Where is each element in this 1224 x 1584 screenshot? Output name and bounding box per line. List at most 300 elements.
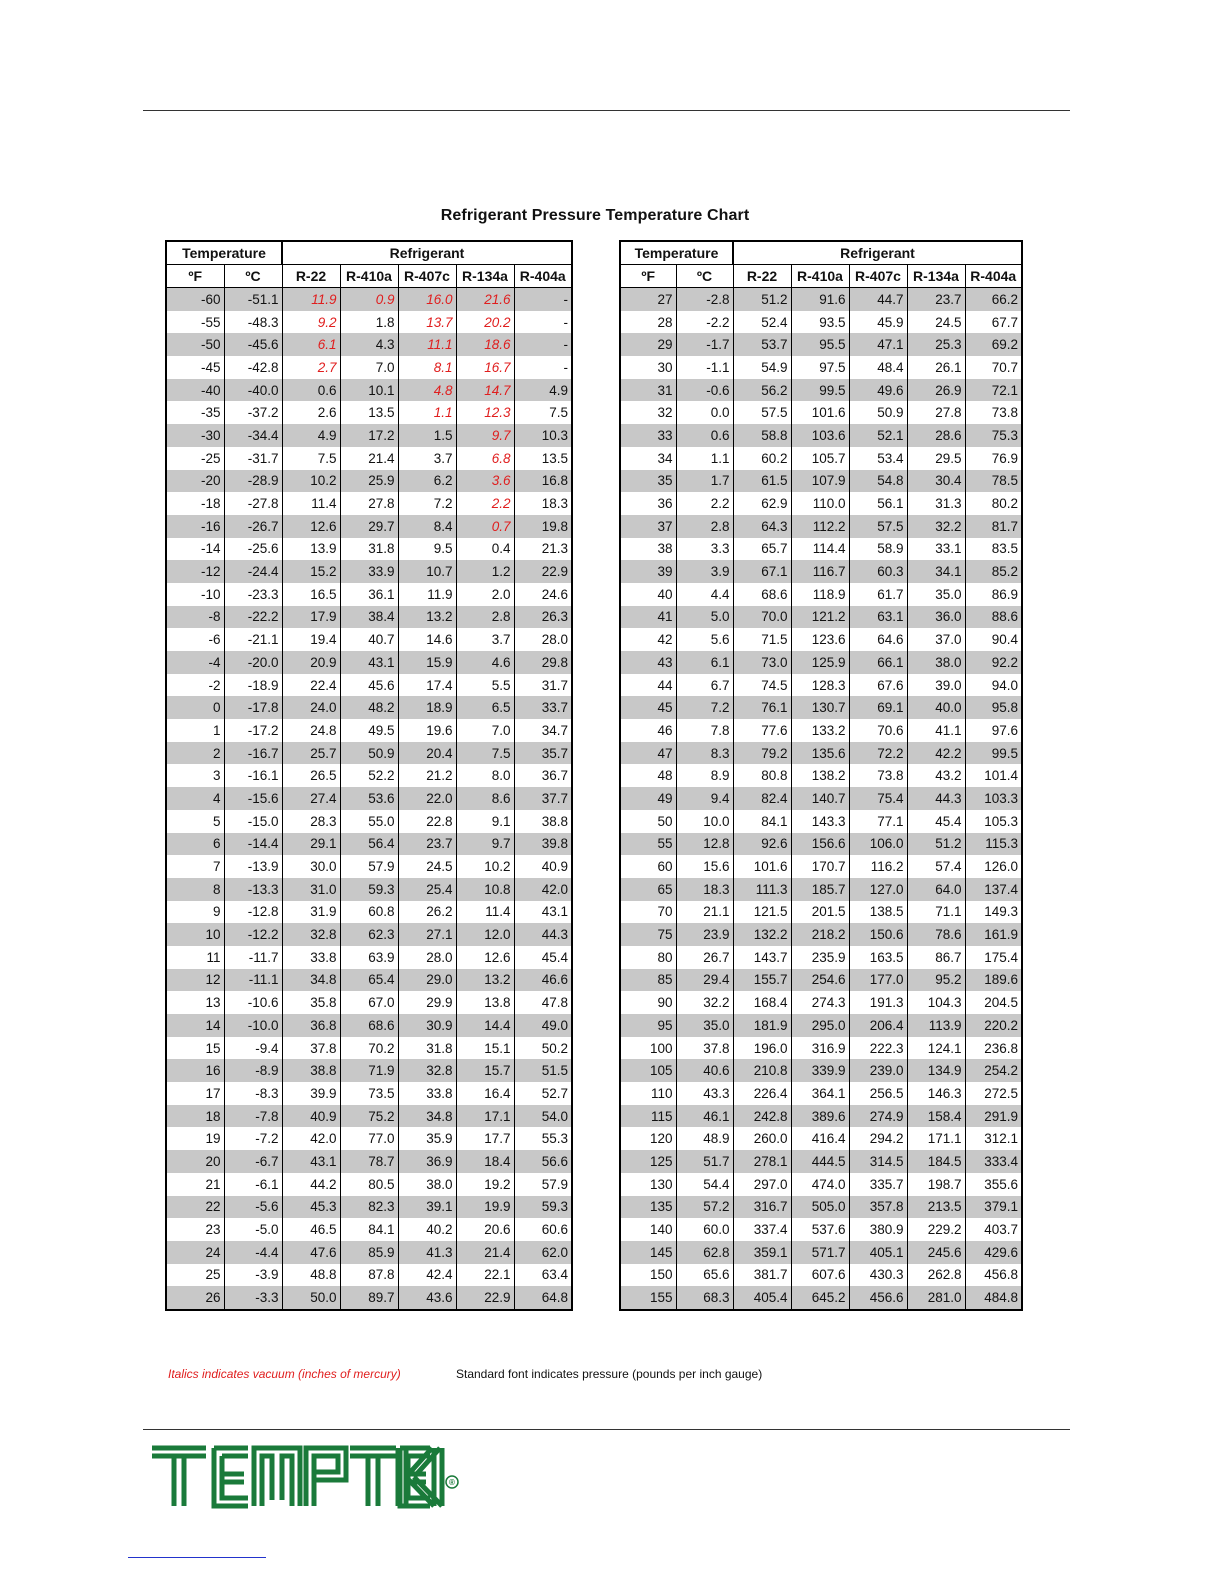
temp-c-cell: -22.2	[224, 606, 282, 629]
pressure-cell: 196.0	[733, 1037, 791, 1060]
temp-f-cell: 19	[166, 1127, 224, 1150]
pressure-cell: 22.8	[398, 810, 456, 833]
table-row	[620, 515, 1022, 538]
pressure-cell: 24.0	[282, 696, 340, 719]
temp-c-cell: -42.8	[224, 356, 282, 379]
table-row	[620, 379, 1022, 402]
pressure-cell: 32.8	[398, 1059, 456, 1082]
pressure-cell: 220.2	[965, 1014, 1022, 1037]
pressure-cell: 2.8	[456, 606, 514, 629]
pressure-cell: 20.4	[398, 742, 456, 765]
pressure-cell: 103.6	[791, 424, 849, 447]
pressure-cell: 28.0	[398, 946, 456, 969]
pressure-cell: 112.2	[791, 515, 849, 538]
pressure-cell: 132.2	[733, 923, 791, 946]
pressure-cell: 37.7	[514, 787, 572, 810]
temp-c-cell: -1.1	[676, 356, 733, 379]
pressure-cell: 177.0	[849, 969, 907, 992]
pressure-cell: 0.7	[456, 515, 514, 538]
refrigerant-group-header: Refrigerant	[282, 241, 572, 265]
pressure-cell: 62.3	[340, 923, 398, 946]
temp-c-cell: 7.2	[676, 696, 733, 719]
column-header: ºF	[166, 265, 224, 288]
pressure-cell: 32.8	[282, 923, 340, 946]
pressure-cell: 8.0	[456, 764, 514, 787]
pressure-cell: 54.0	[514, 1105, 572, 1128]
table-row	[620, 288, 1022, 311]
pressure-cell: 43.6	[398, 1286, 456, 1310]
pressure-cell: 39.1	[398, 1196, 456, 1219]
temp-c-cell: 29.4	[676, 969, 733, 992]
pressure-cell: 416.4	[791, 1127, 849, 1150]
table-row	[166, 1173, 572, 1196]
temp-f-cell: 49	[620, 787, 676, 810]
temp-f-cell: 10	[166, 923, 224, 946]
pressure-cell: 155.7	[733, 969, 791, 992]
table-row	[166, 424, 572, 447]
pressure-cell: 71.9	[340, 1059, 398, 1082]
pressure-cell: 31.7	[514, 674, 572, 697]
pressure-cell: 7.5	[514, 401, 572, 424]
pressure-cell: 168.4	[733, 991, 791, 1014]
pressure-cell: 12.6	[456, 946, 514, 969]
pressure-cell: 29.9	[398, 991, 456, 1014]
pressure-cell: 44.7	[849, 288, 907, 311]
pressure-cell: 116.7	[791, 560, 849, 583]
table-row	[620, 1059, 1022, 1082]
temp-c-cell: -37.2	[224, 401, 282, 424]
pressure-cell: 78.7	[340, 1150, 398, 1173]
table-row	[166, 696, 572, 719]
temp-f-cell: 80	[620, 946, 676, 969]
table-row	[620, 946, 1022, 969]
pressure-cell: 58.9	[849, 538, 907, 561]
pressure-cell: 25.9	[340, 470, 398, 493]
pressure-cell: 27.1	[398, 923, 456, 946]
column-header-row	[620, 265, 1022, 288]
pressure-cell: 54.8	[849, 470, 907, 493]
pressure-cell: 52.7	[514, 1082, 572, 1105]
temp-c-cell: -16.1	[224, 764, 282, 787]
temp-f-cell: 50	[620, 810, 676, 833]
pressure-cell: 34.7	[514, 719, 572, 742]
pressure-cell: 64.3	[733, 515, 791, 538]
temp-f-cell: 17	[166, 1082, 224, 1105]
pressure-cell: 60.6	[514, 1218, 572, 1241]
table-row	[166, 764, 572, 787]
table-row	[166, 447, 572, 470]
pressure-cell: 3.7	[456, 628, 514, 651]
temp-c-cell: -10.6	[224, 991, 282, 1014]
pressure-cell: -	[514, 333, 572, 356]
table-row	[620, 969, 1022, 992]
pressure-cell: 181.9	[733, 1014, 791, 1037]
pressure-cell: 81.7	[965, 515, 1022, 538]
pressure-cell: 218.2	[791, 923, 849, 946]
pressure-cell: 2.0	[456, 583, 514, 606]
temp-f-cell: 23	[166, 1218, 224, 1241]
pressure-cell: 38.4	[340, 606, 398, 629]
table-row	[620, 833, 1022, 856]
pressure-cell: 138.5	[849, 901, 907, 924]
table-row	[166, 379, 572, 402]
pressure-cell: 99.5	[791, 379, 849, 402]
temp-c-cell: 4.4	[676, 583, 733, 606]
pressure-cell: 48.4	[849, 356, 907, 379]
table-row	[620, 991, 1022, 1014]
pressure-cell: 95.5	[791, 333, 849, 356]
table-body-right	[620, 288, 1022, 1310]
pressure-cell: 6.5	[456, 696, 514, 719]
pressure-cell: 260.0	[733, 1127, 791, 1150]
footer-link[interactable]	[128, 1557, 266, 1558]
pressure-cell: 274.9	[849, 1105, 907, 1128]
temp-f-cell: -35	[166, 401, 224, 424]
pressure-cell: 5.5	[456, 674, 514, 697]
pressure-cell: 31.8	[398, 1037, 456, 1060]
pressure-cell: 80.8	[733, 764, 791, 787]
pressure-cell: 40.7	[340, 628, 398, 651]
pressure-cell: 78.6	[907, 923, 965, 946]
pressure-cell: 44.2	[282, 1173, 340, 1196]
pressure-cell: 21.2	[398, 764, 456, 787]
table-row	[166, 1264, 572, 1287]
temp-f-cell: 7	[166, 855, 224, 878]
pressure-cell: 121.5	[733, 901, 791, 924]
pressure-cell: 67.0	[340, 991, 398, 1014]
temp-f-cell: 25	[166, 1264, 224, 1287]
pressure-cell: 72.2	[849, 742, 907, 765]
pressure-cell: 4.3	[340, 333, 398, 356]
pressure-cell: 110.0	[791, 492, 849, 515]
pressure-cell: 21.6	[456, 288, 514, 311]
table-row	[166, 1127, 572, 1150]
pressure-cell: 24.5	[398, 855, 456, 878]
temp-f-cell: 75	[620, 923, 676, 946]
pressure-cell: 21.4	[456, 1241, 514, 1264]
pressure-cell: 49.6	[849, 379, 907, 402]
pressure-cell: 22.0	[398, 787, 456, 810]
pressure-cell: 1.1	[398, 401, 456, 424]
temp-f-cell: 1	[166, 719, 224, 742]
temp-f-cell: 120	[620, 1127, 676, 1150]
pressure-cell: 67.7	[965, 311, 1022, 334]
table-row	[620, 356, 1022, 379]
temp-c-cell: -25.6	[224, 538, 282, 561]
pressure-cell: 9.1	[456, 810, 514, 833]
pressure-cell: 0.9	[340, 288, 398, 311]
pressure-cell: 77.6	[733, 719, 791, 742]
column-header: R-407c	[849, 265, 907, 288]
pressure-cell: 34.8	[282, 969, 340, 992]
pressure-cell: 93.5	[791, 311, 849, 334]
temp-f-cell: -30	[166, 424, 224, 447]
pressure-cell: 9.2	[282, 311, 340, 334]
temp-f-cell: 27	[620, 288, 676, 311]
pressure-cell: 14.6	[398, 628, 456, 651]
pressure-cell: 256.5	[849, 1082, 907, 1105]
pressure-cell: 43.1	[340, 651, 398, 674]
pressure-cell: 11.1	[398, 333, 456, 356]
temp-c-cell: 26.7	[676, 946, 733, 969]
temp-c-cell: 37.8	[676, 1037, 733, 1060]
temp-f-cell: 60	[620, 855, 676, 878]
pressure-cell: 63.1	[849, 606, 907, 629]
table-row	[166, 470, 572, 493]
pressure-cell: 18.4	[456, 1150, 514, 1173]
pressure-cell: 80.5	[340, 1173, 398, 1196]
pressure-cell: 67.6	[849, 674, 907, 697]
pressure-cell: 75.3	[965, 424, 1022, 447]
pressure-cell: 1.5	[398, 424, 456, 447]
pressure-cell: 49.5	[340, 719, 398, 742]
pressure-cell: 73.5	[340, 1082, 398, 1105]
temp-f-cell: 16	[166, 1059, 224, 1082]
temp-f-cell: 46	[620, 719, 676, 742]
pressure-cell: 86.9	[965, 583, 1022, 606]
pressure-cell: 73.8	[965, 401, 1022, 424]
pressure-cell: 39.8	[514, 833, 572, 856]
temp-f-cell: 40	[620, 583, 676, 606]
pressure-cell: 206.4	[849, 1014, 907, 1037]
pressure-cell: 19.4	[282, 628, 340, 651]
table-row	[620, 628, 1022, 651]
pressure-cell: 380.9	[849, 1218, 907, 1241]
pressure-cell: 2.7	[282, 356, 340, 379]
pressure-cell: 213.5	[907, 1196, 965, 1219]
pressure-cell: 23.7	[907, 288, 965, 311]
temp-f-cell: -6	[166, 628, 224, 651]
pressure-cell: 94.0	[965, 674, 1022, 697]
pressure-cell: 30.4	[907, 470, 965, 493]
pressure-cell: 80.2	[965, 492, 1022, 515]
pressure-cell: 33.8	[398, 1082, 456, 1105]
temp-c-cell: 1.7	[676, 470, 733, 493]
pressure-cell: 70.0	[733, 606, 791, 629]
pressure-cell: 239.0	[849, 1059, 907, 1082]
temp-f-cell: 20	[166, 1150, 224, 1173]
pressure-cell: 71.5	[733, 628, 791, 651]
pressure-cell: 46.6	[514, 969, 572, 992]
pressure-cell: 27.8	[907, 401, 965, 424]
temp-c-cell: -14.4	[224, 833, 282, 856]
pressure-cell: 57.5	[849, 515, 907, 538]
pressure-cell: 33.8	[282, 946, 340, 969]
pressure-cell: 23.7	[398, 833, 456, 856]
temp-f-cell: 90	[620, 991, 676, 1014]
column-header: R-404a	[514, 265, 572, 288]
pressure-cell: 45.4	[514, 946, 572, 969]
temp-f-cell: 41	[620, 606, 676, 629]
temp-f-cell: 6	[166, 833, 224, 856]
temp-f-cell: 8	[166, 878, 224, 901]
pressure-cell: 103.3	[965, 787, 1022, 810]
pressure-cell: 48.8	[282, 1264, 340, 1287]
temp-c-cell: 5.0	[676, 606, 733, 629]
logo-k-mark	[390, 1444, 460, 1510]
temp-c-cell: 68.3	[676, 1286, 733, 1310]
temp-f-cell: 95	[620, 1014, 676, 1037]
pressure-cell: 57.4	[907, 855, 965, 878]
pressure-cell: 35.7	[514, 742, 572, 765]
temp-c-cell: 0.6	[676, 424, 733, 447]
temp-f-cell: 155	[620, 1286, 676, 1310]
pressure-cell: 115.3	[965, 833, 1022, 856]
pressure-cell: 571.7	[791, 1241, 849, 1264]
table-row	[620, 492, 1022, 515]
pressure-cell: 86.7	[907, 946, 965, 969]
temp-f-cell: 45	[620, 696, 676, 719]
temp-c-cell: -48.3	[224, 311, 282, 334]
pressure-cell: 44.3	[907, 787, 965, 810]
pressure-cell: 12.0	[456, 923, 514, 946]
pressure-cell: 48.2	[340, 696, 398, 719]
pressure-cell: 66.1	[849, 651, 907, 674]
pressure-cell: 66.2	[965, 288, 1022, 311]
pressure-cell: 113.9	[907, 1014, 965, 1037]
pressure-cell: 22.9	[514, 560, 572, 583]
pressure-cell: 127.0	[849, 878, 907, 901]
temp-c-cell: 35.0	[676, 1014, 733, 1037]
pressure-cell: 36.8	[282, 1014, 340, 1037]
pressure-cell: 82.3	[340, 1196, 398, 1219]
pressure-cell: 95.8	[965, 696, 1022, 719]
pressure-cell: 29.0	[398, 969, 456, 992]
pressure-cell: 333.4	[965, 1150, 1022, 1173]
table-row	[620, 719, 1022, 742]
column-header: R-22	[733, 265, 791, 288]
pressure-cell: 51.2	[733, 288, 791, 311]
pressure-cell: 36.0	[907, 606, 965, 629]
table-row	[620, 1173, 1022, 1196]
temp-f-cell: 28	[620, 311, 676, 334]
temp-c-cell: -15.6	[224, 787, 282, 810]
table-row	[620, 583, 1022, 606]
pressure-cell: 60.8	[340, 901, 398, 924]
pressure-cell: 105.3	[965, 810, 1022, 833]
temp-f-cell: 14	[166, 1014, 224, 1037]
pressure-cell: 77.1	[849, 810, 907, 833]
temp-f-cell: 43	[620, 651, 676, 674]
pressure-cell: 52.1	[849, 424, 907, 447]
pressure-cell: 101.6	[733, 855, 791, 878]
pressure-cell: 44.3	[514, 923, 572, 946]
pressure-cell: 12.6	[282, 515, 340, 538]
pressure-cell: 281.0	[907, 1286, 965, 1310]
pressure-cell: 17.4	[398, 674, 456, 697]
temp-f-cell: -12	[166, 560, 224, 583]
temp-f-cell: -2	[166, 674, 224, 697]
temp-c-cell: 65.6	[676, 1264, 733, 1287]
temp-c-cell: 3.3	[676, 538, 733, 561]
pressure-cell: 40.9	[514, 855, 572, 878]
pressure-cell: 429.6	[965, 1241, 1022, 1264]
table-row	[166, 492, 572, 515]
temp-f-cell: -10	[166, 583, 224, 606]
pressure-cell: 11.4	[456, 901, 514, 924]
vacuum-legend-note: Italics indicates vacuum (inches of mercury)	[168, 1367, 401, 1381]
pressure-cell: 123.6	[791, 628, 849, 651]
table-row	[620, 878, 1022, 901]
temp-c-cell: 5.6	[676, 628, 733, 651]
pressure-cell: 36.7	[514, 764, 572, 787]
pressure-cell: 125.9	[791, 651, 849, 674]
pressure-cell: 456.6	[849, 1286, 907, 1310]
pressure-cell: 191.3	[849, 991, 907, 1014]
pressure-cell: 33.9	[340, 560, 398, 583]
temp-c-cell: 8.3	[676, 742, 733, 765]
temp-c-cell: 3.9	[676, 560, 733, 583]
temp-c-cell: 2.2	[676, 492, 733, 515]
table-row	[166, 1105, 572, 1128]
pressure-cell: 29.5	[907, 447, 965, 470]
table-row	[166, 923, 572, 946]
temp-c-cell: 32.2	[676, 991, 733, 1014]
pressure-cell: 121.2	[791, 606, 849, 629]
pressure-cell: 474.0	[791, 1173, 849, 1196]
pressure-cell: 68.6	[733, 583, 791, 606]
table-row	[620, 424, 1022, 447]
pressure-cell: 235.9	[791, 946, 849, 969]
pressure-cell: 14.7	[456, 379, 514, 402]
pressure-cell: 7.5	[282, 447, 340, 470]
pressure-cell: 17.2	[340, 424, 398, 447]
table-row	[166, 288, 572, 311]
pressure-cell: 36.9	[398, 1150, 456, 1173]
pressure-cell: 316.9	[791, 1037, 849, 1060]
temp-c-cell: -8.9	[224, 1059, 282, 1082]
temp-c-cell: -26.7	[224, 515, 282, 538]
table-row	[166, 583, 572, 606]
pressure-cell: 14.4	[456, 1014, 514, 1037]
temp-f-cell: -18	[166, 492, 224, 515]
pressure-cell: 39.0	[907, 674, 965, 697]
temp-f-cell: -16	[166, 515, 224, 538]
temp-c-cell: -21.1	[224, 628, 282, 651]
pressure-cell: 35.0	[907, 583, 965, 606]
pressure-cell: 6.2	[398, 470, 456, 493]
pressure-cell: 15.9	[398, 651, 456, 674]
pressure-cell: 10.8	[456, 878, 514, 901]
temp-f-cell: -20	[166, 470, 224, 493]
temp-f-cell: -55	[166, 311, 224, 334]
pressure-cell: 75.2	[340, 1105, 398, 1128]
table-row	[620, 1218, 1022, 1241]
pressure-cell: 7.0	[456, 719, 514, 742]
pressure-cell: 126.0	[965, 855, 1022, 878]
pressure-cell: 505.0	[791, 1196, 849, 1219]
pressure-cell: 158.4	[907, 1105, 965, 1128]
pressure-cell: 54.9	[733, 356, 791, 379]
temp-c-cell: 54.4	[676, 1173, 733, 1196]
pressure-cell: 607.6	[791, 1264, 849, 1287]
temp-c-cell: -28.9	[224, 470, 282, 493]
temp-f-cell: 36	[620, 492, 676, 515]
pressure-cell: 16.4	[456, 1082, 514, 1105]
pressure-cell: 12.3	[456, 401, 514, 424]
pressure-cell: 57.5	[733, 401, 791, 424]
pressure-cell: 316.7	[733, 1196, 791, 1219]
pressure-cell: 45.3	[282, 1196, 340, 1219]
table-row	[166, 1150, 572, 1173]
top-rule	[143, 110, 1070, 111]
pressure-cell: 133.2	[791, 719, 849, 742]
table-row	[620, 606, 1022, 629]
temp-f-cell: 22	[166, 1196, 224, 1219]
temp-c-cell: -17.8	[224, 696, 282, 719]
pressure-cell: 29.8	[514, 651, 572, 674]
temp-f-cell: 105	[620, 1059, 676, 1082]
